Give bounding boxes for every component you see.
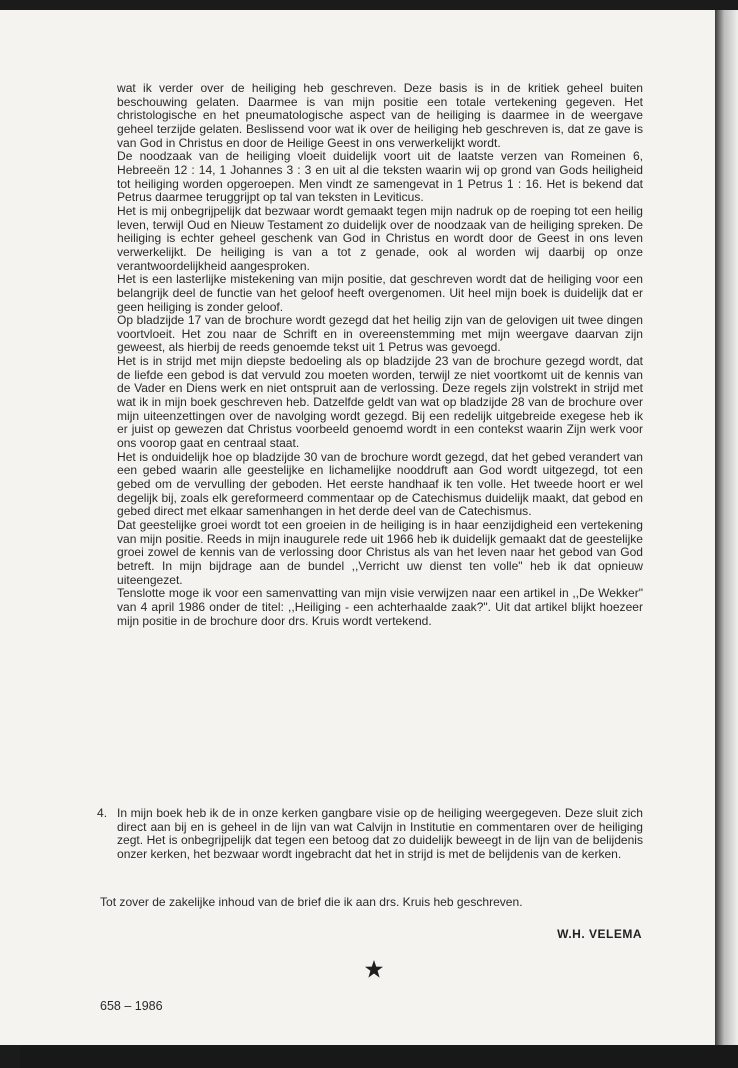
paragraph: Het is onduidelijk hoe op bladzijde 30 van de brochure wordt gezegd, dat het gebed verandert van een gebed waarin alle geestelijke en lichamelijke nooddruft aan God wordt uitgezegd, tot een gebed om de vervulling der geboden. Het eerste handhaaf ik ten volle. Het tweede hoort er wel degelijk bij, zoals elk gereformeerd commentaar op de Catechismus duidelijk maakt, dat gebod en gebed direct met elkaar samenhangen in het derde deel van de Catechismus. <box>117 449 643 519</box>
item-text: In mijn boek heb ik de in onze kerken gangbare visie op de heiliging weergegeven. Deze sluit zich direct aan bij en is geheel in de lijn van wat Calvijn in Institutie en commentaren over de heiliging zegt. Het is onbegrijpelijk dat tegen een betoog dat zo duidelijk beweegt in de lijn van de belijdenis onzer kerken, het bezwaar wordt ingebracht dat het in strijd is met de belijdenis van de kerken. <box>117 806 643 861</box>
article-body <box>117 82 643 628</box>
scan-shadow <box>20 1045 738 1068</box>
paragraph: Het is in strijd met mijn diepste bedoeling als op bladzijde 23 van de brochure gezegd wordt, dat de liefde een gebod is dat vervuld zou moeten worden, terwijl ze niet voortkomt uit de kennis van de Vader en Diens werk en niet ontspruit aan de verlossing. Deze regels zijn volstrekt in strijd met wat ik in mijn boek geschreven heb. Datzelfde geldt van wat op bladzijde 28 van de brochure over mijn uiteenzettingen over de navolging wordt gezegd. Bij een redelijk uitgebreide exegese heb ik er juist op gewezen dat Christus voorbeeld genoemd wordt in een contekst waarin Zijn werk voor ons voorop gaat en centraal staat. <box>117 354 643 451</box>
paragraph: wat ik verder over de heiliging heb geschreven. Deze basis is in de kritiek geheel buiten beschouwing gelaten. Daarmee is van mijn positie een totale vertekening gegeven. Het christologische en het pneumatologische aspect van de heiliging is daarmee in de weergave geheel terzijde gelaten. Beslissend voor wat ik over de heiliging heb geschreven is, dat ze gave is van God in Christus en door de Heilige Geest in ons verwerkelijkt wordt. <box>117 81 643 150</box>
paragraph: Dat geestelijke groei wordt tot een groeien in de heiliging is in haar eenzijdigheid een vertekening van mijn positie. Reeds in mijn inaugurele rede uit 1966 heb ik duidelijk gemaakt dat de geestelijke groei zowel de kennis van de verlossing door Christus als van het leven naar het gebod van God betreft. In mijn bijdrage aan de bundel ,,Verricht uw dienst ten volle" heb ik dat opnieuw uiteengezet. <box>117 518 643 587</box>
star-ornament-icon <box>363 958 385 980</box>
author-signature: W.H. VELEMA <box>557 927 642 941</box>
page-edge <box>715 10 738 1045</box>
paragraph: Tenslotte moge ik voor een samenvatting van mijn visie verwijzen naar een artikel in ,,De Wekker" van 4 april 1986 onder de titel: ,,Heiliging - een achterhaalde zaak?". Uit dat artikel blijkt hoezeer mijn positie in de brochure door drs. Kruis wordt vertekend. <box>117 586 643 628</box>
closing-line: Tot zover de zakelijke inhoud van de brief die ik aan drs. Kruis heb geschreven. <box>100 895 523 909</box>
paragraph: Het is een lasterlijke mistekening van mijn positie, dat geschreven wordt dat de heiliging voor een belangrijk deel de functie van het geloof heeft overgenomen. Uit heel mijn boek is duidelijk dat er geen heiliging is zonder geloof. <box>117 272 643 314</box>
paragraph: Het is mij onbegrijpelijk dat bezwaar wordt gemaakt tegen mijn nadruk op de roeping tot een heilig leven, terwijl Oud en Nieuw Testament zo duidelijk over de noodzaak van de heiliging spreken. De heiliging is echter geheel geschenk van God in Christus en wordt door de Geest in ons leven verwerkelijkt. De heiliging is van a tot z genade, ook al worden wij daarbij op onze verantwoordelijkheid aangesproken. <box>117 203 643 273</box>
paragraph: De noodzaak van de heiliging vloeit duidelijk voort uit de laatste verzen van Romeinen 6, Hebreeën 12 : 14, 1 Johannes 3 : 3 en uit al die teksten waarin wij op grond van Gods heiligheid tot heiliging worden opgeroepen. Men vindt ze samengevat in 1 Petrus 1 : 16. Het is bekend dat Petrus daarmee teruggrijpt op tal van teksten in Leviticus. <box>117 149 643 205</box>
item-number: 4. <box>97 806 108 820</box>
page-folio: 658 – 1986 <box>100 999 163 1013</box>
paragraph: Op bladzijde 17 van de brochure wordt gezegd dat het heilig zijn van de gelovigen uit twee dingen voortvloeit. Het zou naar de Schrift en in overeenstemming met mijn weergave daarvan zijn geweest, als hierbij de reeds genoemde tekst uit 1 Petrus was gevoegd. <box>117 313 643 355</box>
numbered-item-4 <box>97 807 643 862</box>
